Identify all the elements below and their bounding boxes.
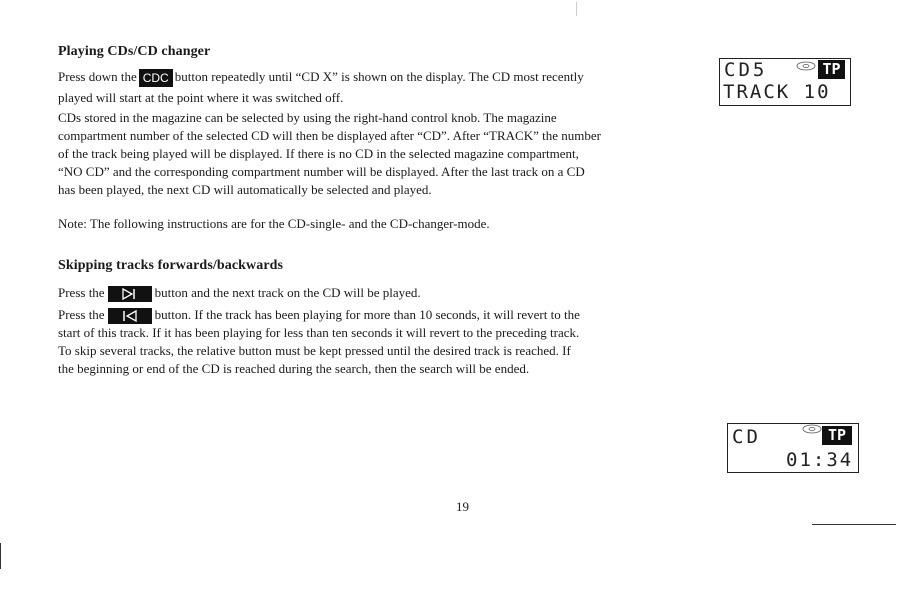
paragraph-line [58, 307, 580, 324]
paragraph-line: has been played, the next CD will automatically be selected and played. [58, 182, 432, 197]
next-track-icon [108, 286, 152, 302]
lcd-bottom-text: 01:34 [786, 449, 854, 471]
note-line: Note: The following instructions are for the CD-single- and the CD-changer-mode. [58, 216, 490, 231]
paragraph-line: start of this track. If it has been playing for less than ten seconds it will revert to the preceding track. [58, 325, 580, 340]
tp-indicator: TP [822, 426, 852, 445]
paragraph-line [58, 69, 584, 87]
paragraph-line: played will start at the point where it was switched off. [58, 90, 344, 105]
paragraph-line: of the track being played will be displayed. If there is no CD in the selected magazine compartment, [58, 146, 579, 161]
text-fragment: Press the [58, 285, 105, 300]
paragraph-line: the beginning or end of the CD is reached during the search, then the search will be ended. [58, 361, 530, 376]
previous-track-icon [108, 308, 152, 324]
section-heading-skipping-tracks: Skipping tracks forwards/backwards [58, 258, 284, 273]
divider [576, 2, 577, 16]
tp-indicator: TP [818, 60, 845, 79]
divider [0, 543, 1, 569]
lcd-display-time [727, 423, 859, 473]
lcd-top-text: CD [732, 426, 761, 448]
disc-icon [796, 61, 816, 71]
lcd-display-track [719, 58, 851, 106]
page-number: 19 [456, 499, 469, 514]
text-fragment: button and the next track on the CD will be played. [154, 285, 421, 300]
text-fragment: Press down the [58, 69, 137, 84]
lcd-bottom-text: TRACK 10 [723, 81, 831, 103]
paragraph-line: To skip several tracks, the relative button must be kept pressed until the desired track is reached. If [58, 343, 571, 358]
cdc-button-label: CDC [139, 69, 173, 87]
paragraph-line [58, 285, 421, 302]
paragraph-line: “NO CD” and the corresponding compartment number will be displayed. After the last track on a CD [58, 164, 585, 179]
lcd-top-text: CD5 [724, 59, 768, 81]
text-fragment: button repeatedly until “CD X” is shown on the display. The CD most recently [174, 69, 584, 84]
paragraph-line: CDs stored in the magazine can be selected by using the right-hand control knob. The magazine [58, 110, 557, 125]
text-fragment: Press the [58, 307, 105, 322]
text-fragment: button. If the track has been playing for more than 10 seconds, it will revert to the [154, 307, 580, 322]
divider [812, 524, 896, 525]
disc-icon [802, 424, 822, 434]
section-heading-playing-cds: Playing CDs/CD changer [58, 44, 211, 59]
paragraph-line: compartment number of the selected CD will then be displayed after “CD”. After “TRACK” the number [58, 128, 601, 143]
